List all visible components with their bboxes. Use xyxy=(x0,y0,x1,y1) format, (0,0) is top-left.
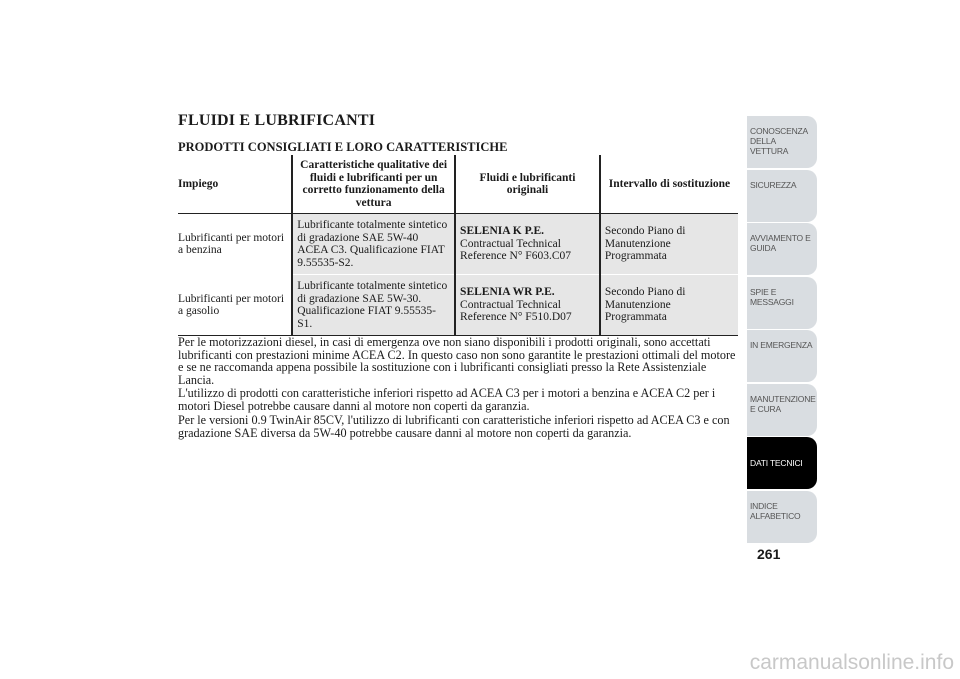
tab-indice-alfabetico[interactable]: INDICE ALFABETICO xyxy=(747,491,817,543)
product-reference: Contractual Technical Reference N° F603.C07 xyxy=(460,237,571,263)
cell-impiego: Lubrificanti per motori a gasolio xyxy=(178,275,292,336)
header-caratteristiche: Caratteristiche qualitative dei fluidi e lubrificanti per un corretto funzionamento della vettura xyxy=(292,155,455,214)
product-name: SELENIA K P.E. xyxy=(460,225,544,238)
tab-conoscenza-della-vettura[interactable]: CONOSCENZA DELLA VETTURA xyxy=(747,116,817,168)
table-row xyxy=(178,214,738,275)
tab-avviamento-e-guida[interactable]: AVVIAMENTO E GUIDA xyxy=(747,223,817,275)
header-fluidi: Fluidi e lubrificanti originali xyxy=(455,155,600,214)
cell-impiego: Lubrificanti per motori a benzina xyxy=(178,214,292,275)
cell-fluidi xyxy=(455,214,600,275)
section-subtitle: PRODOTTI CONSIGLIATI E LORO CARATTERISTICHE xyxy=(178,140,508,154)
paragraph-diesel-emergency: Per le motorizzazioni diesel, in casi di emergenza ove non siano disponibili i prodotti originali, sono accettati lubrificanti con prestazioni minime ACEA C2. In questo caso non sono garantite le prestazioni ottimali del motore e se ne raccomanda appena possibile la sostituzione con i lubrificanti consigliati presso la Rete Assistenziale Lancia. xyxy=(178,335,736,387)
header-intervallo: Intervallo di sostituzione xyxy=(600,155,738,214)
tab-spie-e-messaggi[interactable]: SPIE E MESSAGGI xyxy=(747,277,817,329)
page-number: 261 xyxy=(757,546,781,562)
paragraph-twinair-note: Per le versioni 0.9 TwinAir 85CV, l'utilizzo di lubrificanti con caratteristiche inferiori rispetto ad ACEA C3 e con gradazione SAE diversa da 5W-40 potrebbe causare danni al motore non coperti da garanzia. xyxy=(178,413,730,440)
chapter-tabs xyxy=(747,116,817,544)
product-reference: Contractual Technical Reference N° F510.D07 xyxy=(460,298,572,324)
lubricants-table xyxy=(178,155,738,336)
header-impiego: Impiego xyxy=(178,155,292,214)
table-header-row xyxy=(178,155,738,214)
cell-caratteristiche: Lubrificante totalmente sintetico di gradazione SAE 5W-30. Qualificazione FIAT 9.55535-S1. xyxy=(292,275,455,336)
product-name: SELENIA WR P.E. xyxy=(460,286,555,299)
page-title: FLUIDI E LUBRIFICANTI xyxy=(178,112,376,129)
cell-fluidi xyxy=(455,275,600,336)
cell-intervallo: Secondo Piano di Manutenzione Programmata xyxy=(600,275,738,336)
cell-intervallo: Secondo Piano di Manutenzione Programmata xyxy=(600,214,738,275)
tab-dati-tecnici[interactable]: DATI TECNICI xyxy=(747,437,817,489)
tab-sicurezza[interactable]: SICUREZZA xyxy=(747,170,817,222)
watermark: carmanualsonline.info xyxy=(749,651,954,674)
table-row xyxy=(178,275,738,336)
paragraph-warranty-note: L'utilizzo di prodotti con caratteristiche inferiori rispetto ad ACEA C3 per i motori a benzina e ACEA C2 per i motori Diesel potrebbe causare danni al motore non coperti da garanzia. xyxy=(178,386,716,413)
tab-manutenzione-e-cura[interactable]: MANUTENZIONE E CURA xyxy=(747,384,817,436)
tab-in-emergenza[interactable]: IN EMERGENZA xyxy=(747,330,817,382)
cell-caratteristiche: Lubrificante totalmente sintetico di gradazione SAE 5W-40 ACEA C3. Qualificazione FIAT 9.55535-S2. xyxy=(292,214,455,275)
